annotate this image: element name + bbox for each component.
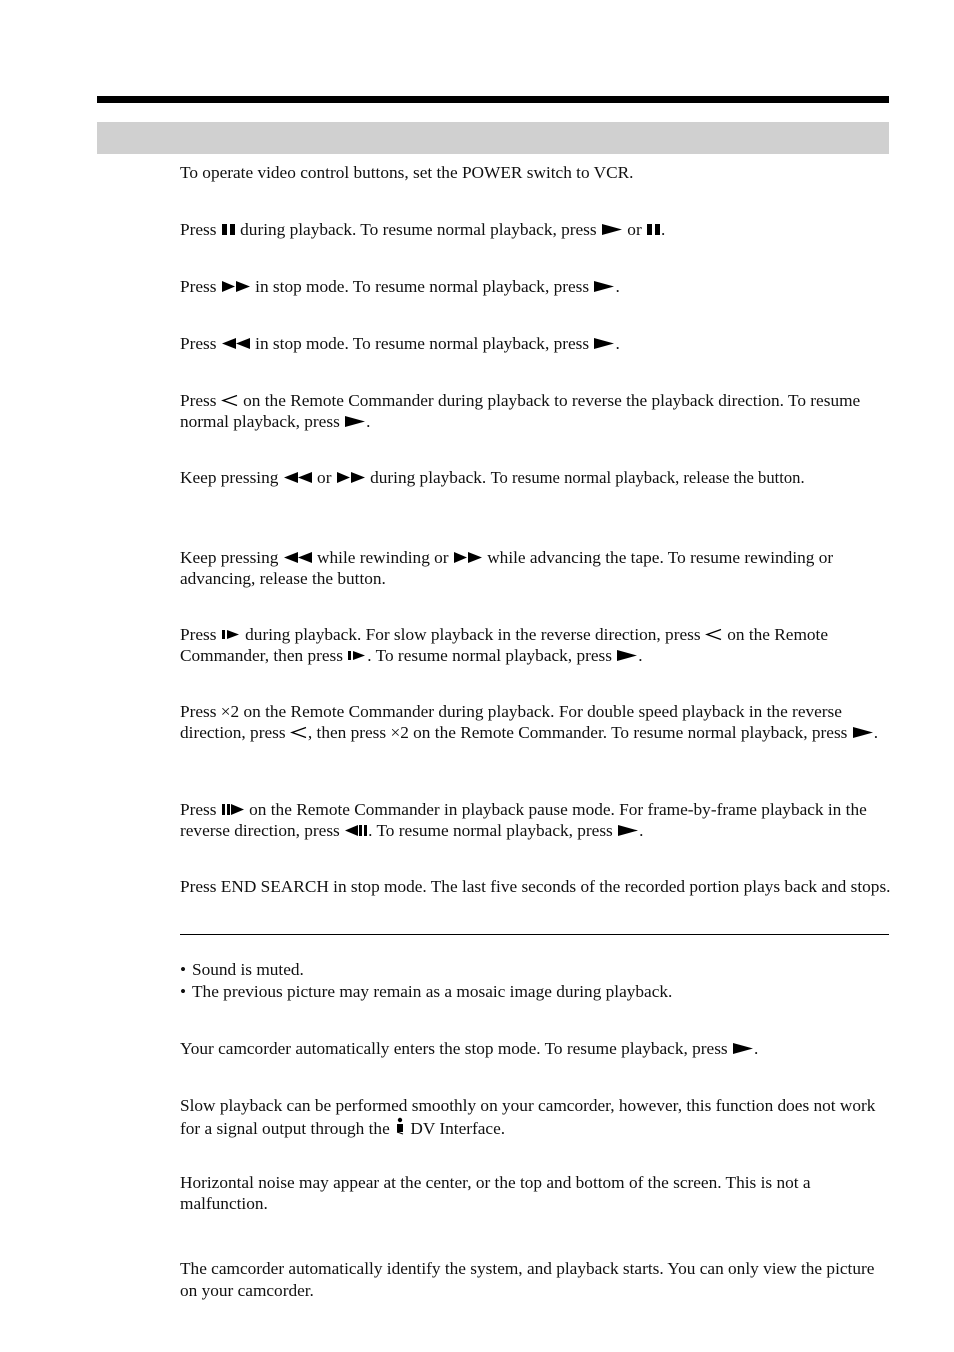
- reverse-direction-icon: [705, 628, 723, 641]
- bullet-text: Sound is muted.: [192, 960, 304, 979]
- text: Your camcorder automatically enters the stop mode. To resume playback, press: [180, 1039, 728, 1058]
- rewind-icon: [283, 471, 313, 484]
- text: , then press ×2 on the Remote Commander. To resume normal playback, press: [307, 722, 848, 742]
- text: in stop mode. To resume normal playback, press: [255, 334, 590, 353]
- text: .: [873, 722, 879, 742]
- text: Slow playback can be performed smoothly on your camcorder, however, this function does not work for a signal output through the: [180, 1096, 876, 1138]
- text: Keep pressing: [180, 468, 279, 487]
- pause-icon: [221, 223, 236, 236]
- rewind-icon: [283, 551, 313, 564]
- double-speed-instruction: [180, 702, 892, 743]
- text: Press: [180, 277, 217, 296]
- rewind-instruction: [180, 334, 892, 355]
- play-icon: [732, 1042, 754, 1055]
- stop-mode-note: [180, 1039, 892, 1060]
- text: .: [661, 220, 666, 239]
- slow-icon: [347, 649, 367, 662]
- text: during playback.: [370, 468, 487, 487]
- text: while rewinding or: [317, 548, 449, 567]
- text: .: [615, 277, 620, 296]
- intro-text: [180, 163, 892, 184]
- text: DV Interface.: [410, 1118, 506, 1138]
- text: on the Remote Commander in playback pause mode. For frame-by-frame playback in the reverse direction, press: [180, 800, 867, 840]
- end-search-text: Press END SEARCH in stop mode. The last five seconds of the recorded portion plays back and stops.: [180, 877, 891, 896]
- frame-by-frame-instruction: [180, 800, 892, 841]
- noise-note: [180, 1173, 892, 1214]
- bullet-item: • Sound is muted.: [180, 960, 304, 979]
- fast-forward-icon: [221, 280, 251, 293]
- play-icon: [344, 415, 366, 428]
- skip-scan-instruction: [180, 548, 892, 589]
- text: on the Remote Commander, then press: [180, 625, 829, 665]
- text: To resume normal playback, release the button.: [490, 468, 805, 487]
- notes-divider: [180, 934, 889, 935]
- text: Keep pressing: [180, 548, 279, 567]
- text: .: [639, 820, 644, 840]
- play-icon: [616, 649, 638, 662]
- frame-reverse-icon: [344, 824, 368, 837]
- play-icon: [852, 726, 874, 739]
- fast-forward-icon: [453, 551, 483, 564]
- noise-text: Horizontal noise may appear at the center, or the top and bottom of the screen. This is not a malfunction.: [180, 1173, 811, 1213]
- play-icon: [593, 337, 615, 350]
- system-note: [180, 1258, 892, 1302]
- slow-instruction: [180, 625, 892, 666]
- text: or: [317, 468, 332, 487]
- text: in stop mode. To resume normal playback, press: [255, 277, 590, 296]
- section-heading-bar: [97, 122, 889, 154]
- bullet-text: The previous picture may remain as a mosaic image during playback.: [192, 982, 673, 1001]
- pause-icon: [646, 223, 661, 236]
- text: Press: [180, 800, 217, 819]
- play-icon: [617, 824, 639, 837]
- bullet-item: • The previous picture may remain as a mosaic image during playback.: [180, 982, 673, 1001]
- slow-icon: [221, 628, 241, 641]
- text: Press: [180, 220, 217, 239]
- end-search-instruction: [180, 877, 892, 898]
- reverse-instruction: [180, 391, 892, 432]
- rewind-icon: [221, 337, 251, 350]
- text: or: [627, 220, 642, 239]
- text: Press: [180, 391, 217, 410]
- header-rule: [97, 96, 889, 103]
- text: Press: [180, 334, 217, 353]
- intro-sentence: To operate video control buttons, set the POWER switch to VCR.: [180, 163, 634, 182]
- slow-dv-note: [180, 1096, 892, 1139]
- text: during playback. For slow playback in the reverse direction, press: [245, 625, 701, 644]
- system-text: The camcorder automatically identify the system, and playback starts. You can only view the picture on your camcorder.: [180, 1259, 875, 1300]
- text: on the Remote Commander during playback to reverse the playback direction. To resume normal playback, press: [180, 391, 861, 431]
- pause-instruction: [180, 220, 892, 241]
- text: . To resume normal playback, press: [367, 645, 612, 665]
- text: . To resume normal playback, press: [368, 820, 613, 840]
- reverse-direction-icon: [290, 726, 308, 739]
- frame-forward-icon: [221, 803, 245, 816]
- text: while advancing the tape. To resume rewinding or advancing, release the button.: [180, 548, 834, 588]
- text: Press ×2 on the Remote Commander during playback. For double speed playback in the reverse direction, press: [180, 702, 842, 742]
- text: .: [753, 1039, 759, 1058]
- dv-interface-icon: [394, 1117, 406, 1135]
- text: .: [615, 334, 620, 353]
- ff-instruction: [180, 277, 892, 298]
- text: .: [638, 645, 643, 665]
- picture-search-instruction: [180, 468, 892, 489]
- text: Press: [180, 625, 217, 644]
- play-icon: [601, 223, 623, 236]
- fast-forward-icon: [336, 471, 366, 484]
- notes-bullets: [180, 959, 892, 1003]
- text: during playback. To resume normal playback, press: [240, 220, 597, 239]
- reverse-direction-icon: [221, 394, 239, 407]
- play-icon: [593, 280, 615, 293]
- text: .: [366, 411, 371, 431]
